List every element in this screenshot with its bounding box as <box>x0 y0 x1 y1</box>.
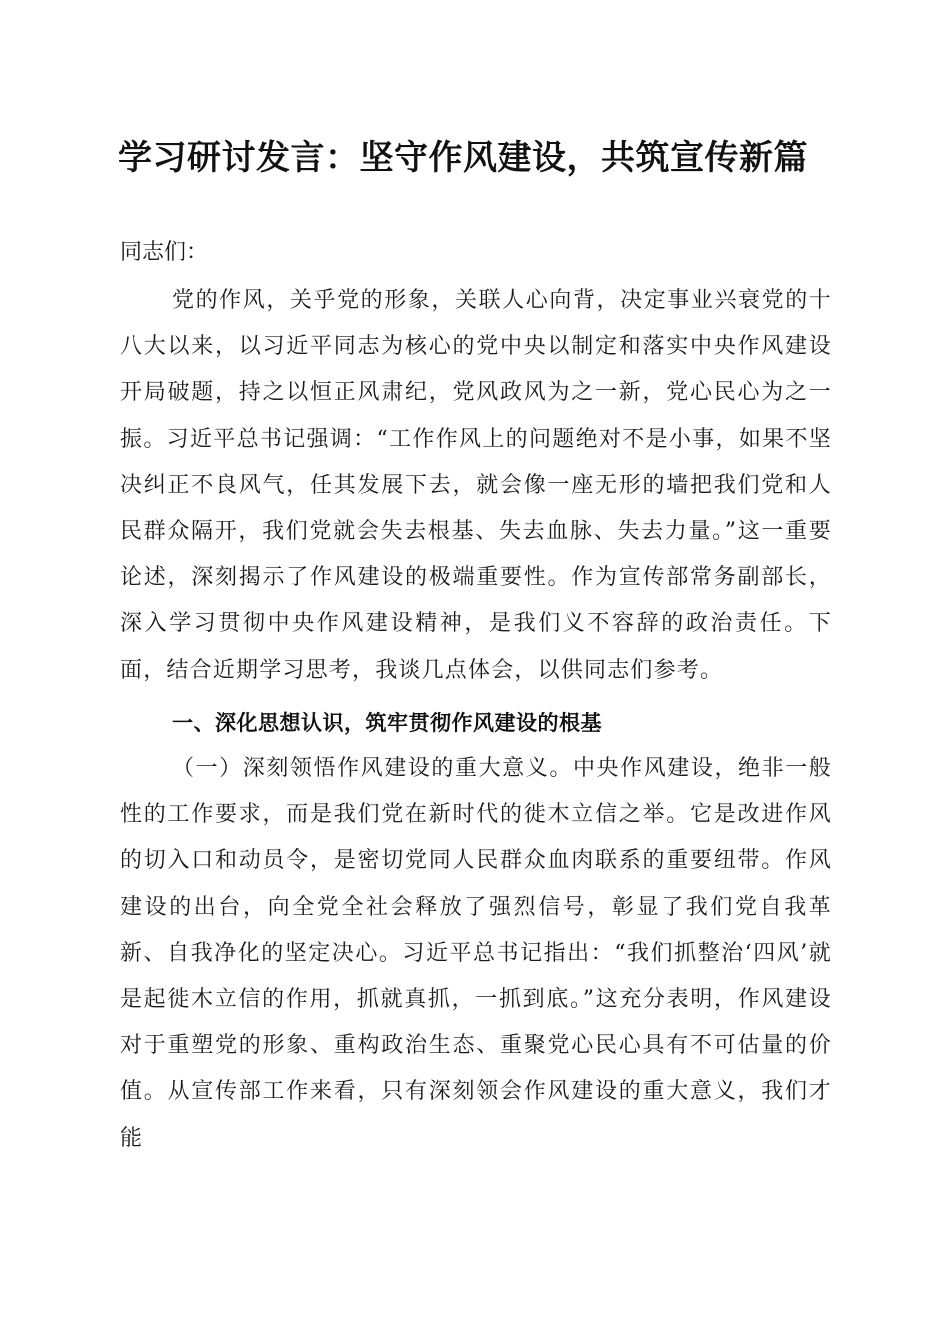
salutation: 同志们： <box>120 240 209 265</box>
intro-paragraph: 党的作风，关乎党的形象，关联人心向背，决定事业兴衰党的十八大以来，以习近平同志为核心的党中央以制定和落实中央作风建设开局破题，持之以恒正风肃纪，党风政风为之一新，党心民心为之一振。习近平总书记强调：“工作作风上的问题绝对不是小事，如果不坚决纠正不良风气，任其发展下去，就会像一座无形的墙把我们党和人民群众隔开，我们党就会失去根基、失去血脉、失去力量。”这一重要论述，深刻揭示了作风建设的极端重要性。作为宣传部常务副部长，深入学习贯彻中央作风建设精神，是我们义不容辞的政治责任。下面，结合近期学习思考，我谈几点体会，以供同志们参考。 <box>120 288 832 683</box>
document-title: 学习研讨发言：坚守作风建设，共筑宣传新篇 <box>118 138 808 178</box>
section-heading: 一、深化思想认识，筑牢贯彻作风建设的根基 <box>172 711 602 735</box>
subsection-paragraph: （一）深刻领悟作风建设的重大意义。中央作风建设，绝非一般性的工作要求，而是我们党在新时代的徙木立信之举。它是改进作风的切入口和动员令，是密切党同人民群众血肉联系的重要纽带。作风建设的出台，向全党全社会释放了强烈信号，彰显了我们党自我革新、自我净化的坚定决心。习近平总书记指出：“我们抓整治‘四风’就是起徙木立信的作用，抓就真抓，一抓到底。”这充分表明，作风建设对于重塑党的形象、重构政治生态、重聚党心民心具有不可估量的价值。从宣传部工作来看，只有深刻领会作风建设的重大意义，我们才能 <box>120 756 832 1151</box>
